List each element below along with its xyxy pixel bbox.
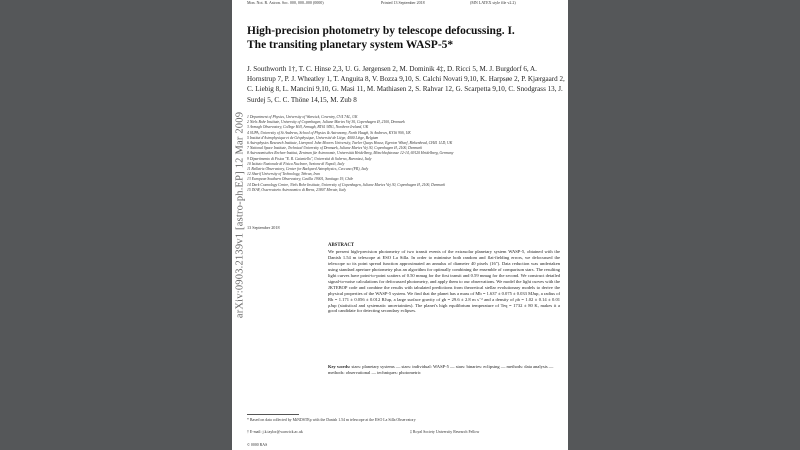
affiliation-item: 13 European Southern Observatory, Casilla 19001, Santiago 19, Chile — [247, 177, 354, 182]
footnote-email: † E-mail: j.k.taylor@warwick.ac.uk — [247, 430, 303, 434]
affiliation-item: 8 Astronomisches Rechen-Institut, Zentrum für Astronomie, Universität Heidelberg, Mönchhofstrasse 12-14, 69120 Heidelberg, Germany — [247, 151, 454, 156]
affiliation-item: 14 Dark Cosmology Centre, Niels Bohr Institute, University of Copenhagen, Juliane Maries Vej 30, Copenhagen Ø, 2100, Denmark — [247, 182, 446, 187]
keywords — [328, 364, 560, 376]
keywords-heading: Key words: — [328, 364, 351, 369]
abstract-heading: ABSTRACT — [328, 243, 355, 248]
title-line-2: The transiting planetary system WASP-5* — [247, 38, 454, 51]
copyright: © 0000 RAS — [247, 443, 268, 447]
affiliation-item: 6 Astrophysics Research Institute, Liverpool John Moores University, Twelve Quays House, Egerton Wharf, Birkenhead, CH41 1LD, UK — [247, 141, 453, 146]
abstract — [328, 243, 560, 314]
affiliation-item: 2 Niels Bohr Institute, University of Copenhagen, Juliane Maries Vej 30, Copenhagen Ø, 2100, Denmark — [247, 120, 405, 125]
affiliation-item: 11 Bellatrix Observatory, Center for Backyard Astrophysics, Ceccano (FR), Italy — [247, 167, 369, 172]
author-list: J. Southworth 1†, T. C. Hinse 2,3, U. G. Jørgensen 2, M. Dominik 4‡, D. Ricci 5, M. J. Burgdorf 6, A. Hornstrup 7, P. J. Wheatley 1, T. Anguita 8, V. Bozza 9,10, S. Calchi Novati 9,10, K. Harpsøe 2, P. Kjærgaard 2, C. Liebig 8, L. Mancini 9,10, G. Masi 11, M. Mathiasen 2, S. Rahvar 12, G. Scarpetta 9,10, C. Snodgrass 13, J. Surdej 5, C. C. Thöne 14,15, M. Zub 8 — [247, 65, 565, 104]
paper-title — [247, 25, 562, 52]
affiliation-item: 1 Department of Physics, University of Warwick, Coventry, CV4 7AL, UK — [247, 115, 358, 119]
journal-header: Mon. Not. R. Astron. Soc. 000, 000–000 (0000) — [247, 0, 324, 5]
arxiv-stamp — [232, 0, 248, 450]
affiliation-item: 9 Dipartimento di Fisica "E. R. Caianiello", Università di Salerno, Baronissi, Italy — [247, 156, 372, 161]
footnote-data-source: * Based on data collected by MiNDSTEp with the Danish 1.54 m telescope at the ESO La Silla Observatory — [247, 418, 416, 422]
printed-date: Printed 13 September 2018 — [381, 0, 425, 5]
affiliation-item: 3 Armagh Observatory, College Hill, Armagh, BT61 9DG, Northern Ireland, UK — [247, 125, 369, 130]
footnote-rule — [247, 414, 299, 415]
abstract-text: We present high-precision photometry of two transit events of the extrasolar planetary system WASP-5, obtained with the Danish 1.54 m telescope at ESO La Silla. In order to minimise both random and flat-fielding errors, we defocussed the telescope so its point spread function approximated an annulus of diameter 40 pixels (16″). Data reduction was undertaken using standard aperture photometry plus an algorithm for optimally combining the ensemble of comparison stars. The resulting light curves have point-to-point scatters of 0.50 mmag for the first transit and 0.59 mmag for the second. We construct detailed signal-to-noise calculations for defocussed photometry, and apply them to our observations. We model the light curves with the JKTEBOP code and combine the results with tabulated predictions from theoretical stellar evolutionary models to derive the physical properties of the WASP-5 system. We find that the planet has a mass of Mb = 1.637 ± 0.075 ± 0.033 MJup, a radius of Rb = 1.171 ± 0.056 ± 0.012 RJup, a large surface gravity of gb = 29.6 ± 2.8 m s⁻² and a density of ρb = 1.02 ± 0.14 ± 0.01 ρJup (statistical and systematic uncertainties). The planet's high equilibrium temperature of Teq = 1732 ± 80 K, makes it a good candidate for detecting secondary eclipses. — [328, 248, 560, 314]
affiliation-item: 5 Institut d'Astrophysique et de Géophysique, Université de Liège, 4000 Liège, Belgium — [247, 135, 379, 140]
paper-page — [232, 0, 568, 450]
style-file: (MN LATEX style file v2.2) — [470, 0, 516, 5]
title-line-1: High-precision photometry by telescope defocussing. I. — [247, 25, 515, 37]
affiliation-item: 4 SUPA, University of St Andrews, School of Physics & Astronomy, North Haugh, St Andrews, KY16 9SS, UK — [247, 130, 411, 135]
keywords-text: stars: planetary systems — stars: individual: WASP-5 — stars: binaries: eclipsing — methods: data analysis — methods: observational — techniques: photometric — [328, 364, 554, 375]
affiliation-item: 12 Sharif University of Technology, Tehran, Iran — [247, 172, 320, 177]
footnote-fellowship: ‡ Royal Society University Research Fellow — [410, 430, 480, 434]
affiliations — [247, 115, 565, 193]
affiliation-item: 15 INAF, Osservatorio Astronomico di Brera, 23807 Merate, Italy — [247, 187, 347, 192]
received-date: 13 September 2018 — [247, 225, 280, 230]
affiliation-item: 7 National Space Institute, Technical University of Denmark, Juliane Maries Vej 30, Copenhagen Ø, 2100, Denmark — [247, 146, 423, 151]
arxiv-id: arXiv:0903.2139v1 [astro-ph.EP] 12 Mar 2009 — [234, 111, 246, 319]
affiliation-item: 10 Istituto Nazionale di Fisica Nucleare, Sezione di Napoli, Italy — [247, 161, 345, 166]
